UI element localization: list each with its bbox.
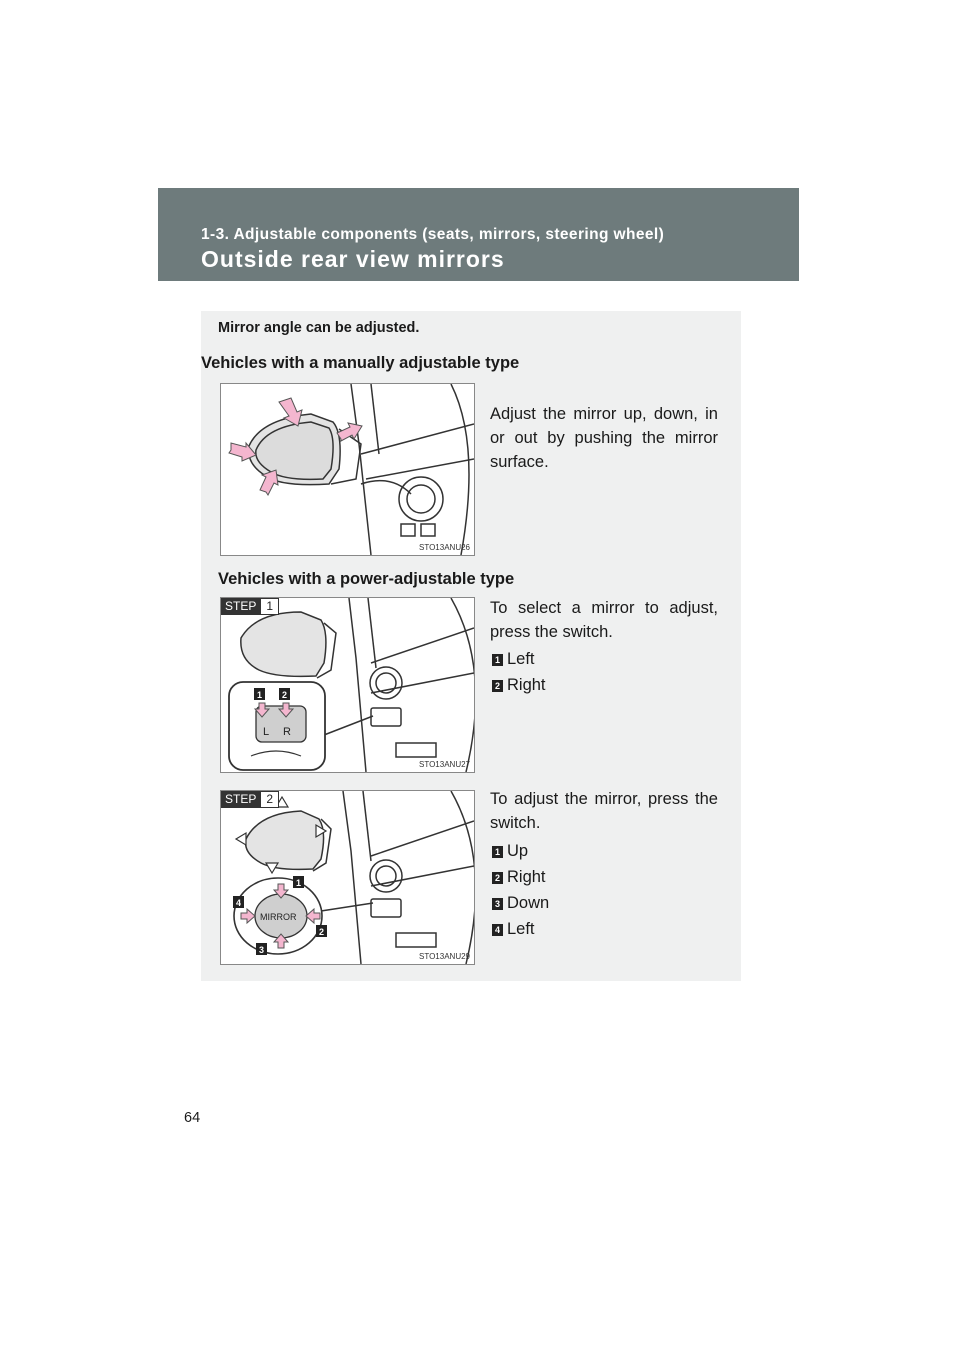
page-title: Outside rear view mirrors [201,246,505,272]
intro-text: Mirror angle can be adjusted. [218,320,420,336]
page-number: 64 [184,1110,201,1126]
list-item: 2 Right [492,676,546,695]
svg-text:3: 3 [259,945,265,955]
svg-text:1: 1 [257,690,263,700]
switch-label-left: L [263,726,270,738]
switch-label-mirror: MIRROR [260,912,297,922]
svg-text:4: 4 [236,898,242,908]
step1-figure [220,597,475,773]
svg-text:2: 2 [282,690,288,700]
section-label: 1-3. Adjustable components (seats, mirrors, steering wheel) [201,226,665,243]
header-bar [158,188,799,281]
list-item: 1 Up [492,842,528,861]
step2-figure [220,790,475,965]
list-item: 4 Left [492,920,535,939]
list-item: 1 Left [492,650,535,669]
svg-text:2: 2 [319,927,325,937]
step2-tag: STEP 2 [221,791,279,808]
list-item: 3 Down [492,894,549,913]
step2-instruction: To adjust the mirror, press the switch. [490,790,718,832]
list-item: 2 Right [492,868,546,887]
manual-mirror-figure [220,383,475,556]
figure-code: STO13ANU29 [419,952,470,961]
manual-instruction: Adjust the mirror up, down, in or out by pushing the mirror surface. [490,405,718,471]
power-heading: Vehicles with a power-adjustable type [218,570,515,588]
manual-heading: Vehicles with a manually adjustable type [201,354,520,372]
svg-text:1: 1 [296,878,302,888]
step1-tag: STEP 1 [221,598,279,615]
figure-code: STO13ANU27 [419,760,470,769]
switch-label-right: R [283,726,291,738]
step1-instruction: To select a mirror to adjust, press the switch. [490,599,718,641]
figure-code: STO13ANU26 [419,543,470,552]
